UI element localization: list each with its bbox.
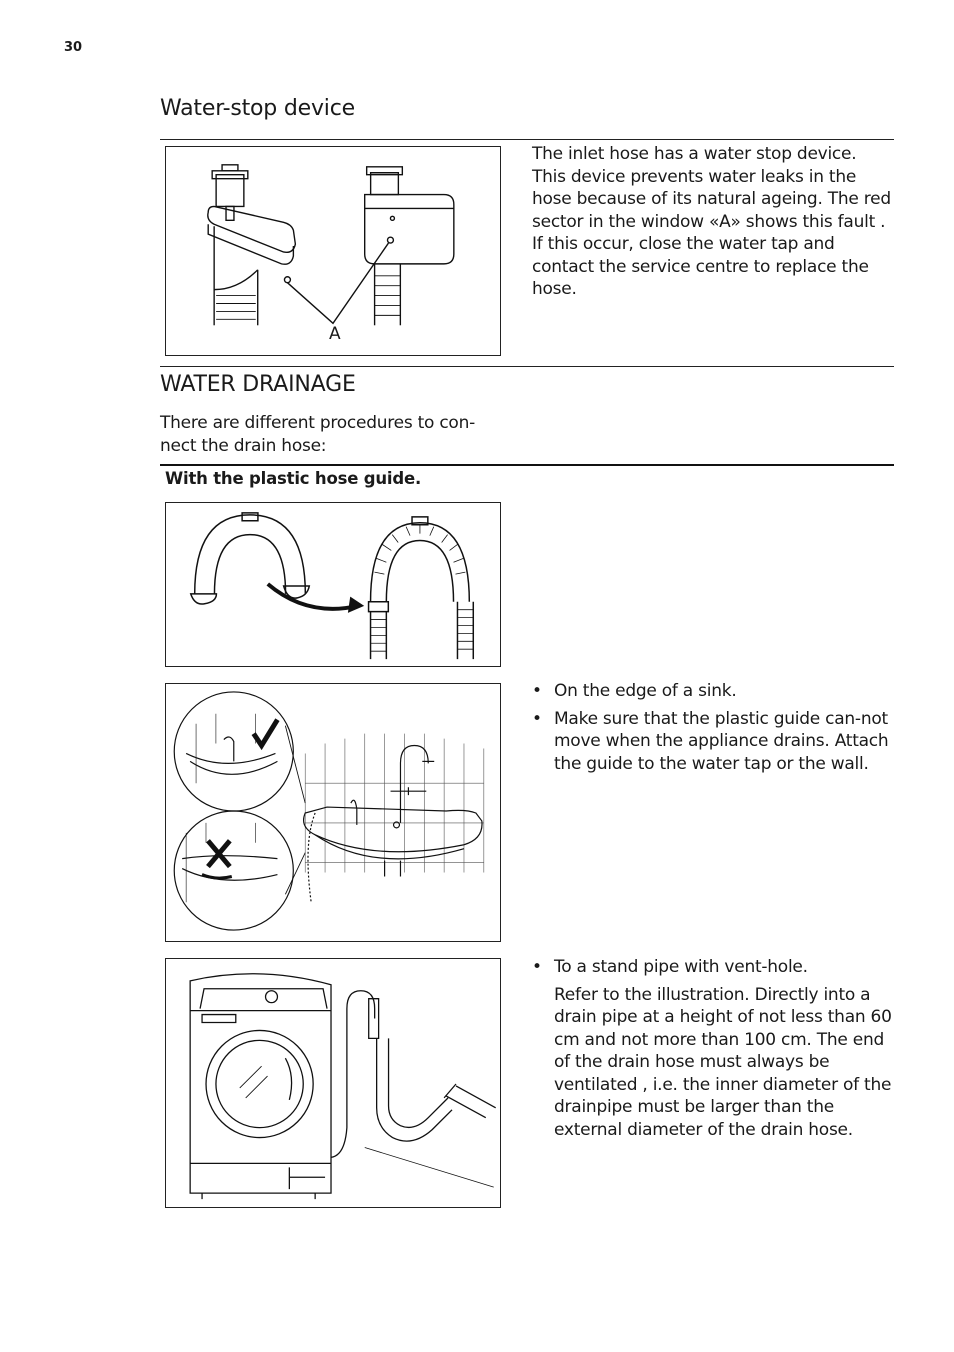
standpipe-text <box>532 956 894 1141</box>
subsection-rule <box>160 464 894 466</box>
sink-text <box>532 680 894 780</box>
sink-drawing <box>166 684 500 941</box>
subheading-plastic-hose-guide: With the plastic hose guide. <box>165 469 422 488</box>
page-number: 30 <box>64 40 83 55</box>
standpipe-illustration <box>165 958 501 1208</box>
standpipe-paragraph: Refer to the illustration. Directly into a drain pipe at a height of not less than 60 cm and not more than 100 cm. The end of the drain hose must always be ventilated , i.e. the inner diameter of the drainpipe must be larger than the external diameter of the drain hose. <box>554 984 892 1140</box>
hose-guide-illustration <box>165 502 501 667</box>
standpipe-bullet-list <box>532 956 894 979</box>
water-stop-paragraph-2: If this occur, close the water tap and contact the service centre to replace the hose. <box>532 234 869 299</box>
drainage-intro: There are different procedures to con-nect the drain hose: <box>160 413 475 456</box>
water-stop-paragraph-1: The inlet hose has a water stop device. This device prevents water leaks in the hose because of its natural ageing. The red sector in the window «A» shows this fault . <box>532 144 891 232</box>
section-rule <box>160 366 894 367</box>
standpipe-drawing <box>166 959 500 1207</box>
section-heading-water-drainage: WATER DRAINAGE <box>160 372 356 397</box>
sink-bullet-list <box>532 680 894 775</box>
figure-label-a: A <box>329 324 341 344</box>
sink-bullet-2: • Make sure that the plastic guide can-not move when the appliance drains. Attach the guide to the water tap or the wall. <box>532 708 894 776</box>
standpipe-bullet: • To a stand pipe with vent-hole. <box>532 956 894 979</box>
water-stop-text <box>532 143 894 301</box>
section-rule <box>160 139 894 140</box>
hose-guide-drawing <box>166 503 500 666</box>
sink-illustration <box>165 683 501 942</box>
section-heading-water-stop: Water-stop device <box>160 96 355 121</box>
sink-bullet-1: • On the edge of a sink. <box>532 680 894 703</box>
